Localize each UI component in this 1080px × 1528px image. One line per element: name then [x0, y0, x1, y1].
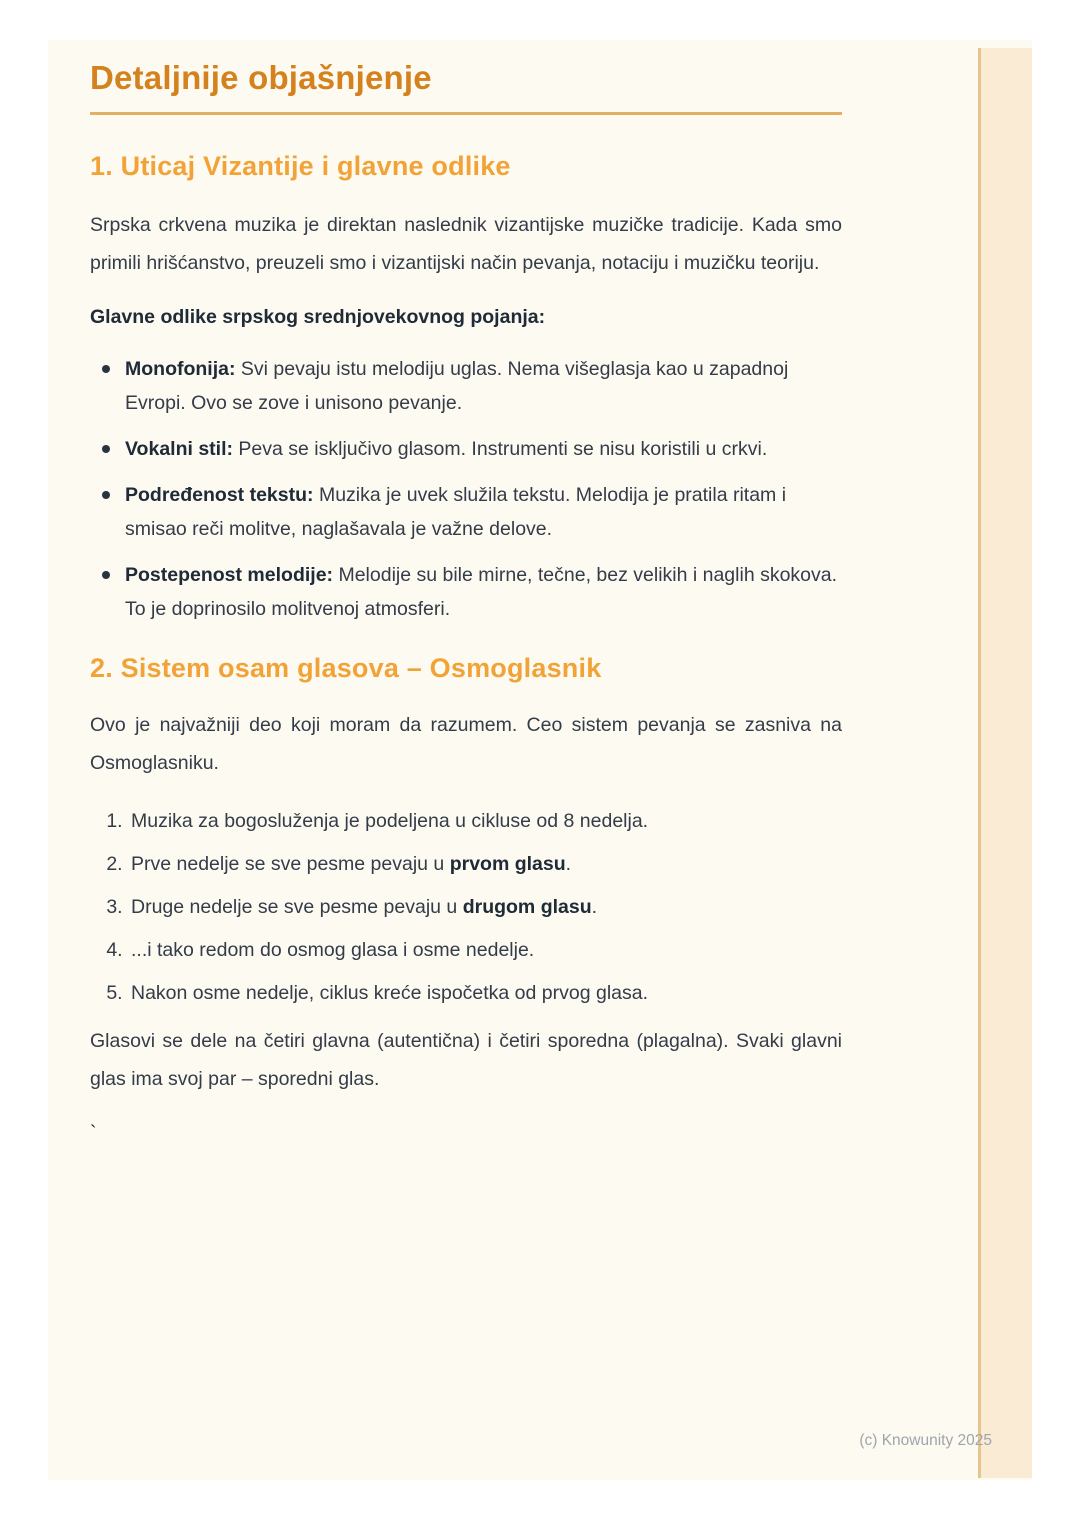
- page-title: Detaljnije objašnjenje: [90, 59, 432, 96]
- list-term: Postepenost melodije:: [125, 564, 339, 586]
- cycle-text: Nakon osme nedelje, ciklus kreće ispočetka od prvog glasa.: [131, 982, 649, 1004]
- right-accent-bar: [978, 48, 1032, 1478]
- list-text: Peva se isključivo glasom. Instrumenti se nisu koristili u crkvi.: [238, 438, 768, 460]
- document-content: [90, 58, 842, 1152]
- list-term: Podređenost tekstu:: [125, 484, 319, 506]
- cycle-list: [90, 802, 842, 1012]
- list-item-monofonija: [125, 352, 842, 420]
- cycle-item-5: [128, 974, 842, 1012]
- list-item-postepenost-melodije: [125, 558, 842, 626]
- cycle-item-4: [128, 931, 842, 969]
- section-1-subheading: Glavne odlike srpskog srednjovekovnog pojanja:: [90, 306, 546, 328]
- cycle-text: Druge nedelje se sve pesme pevaju u: [131, 896, 463, 918]
- stray-backtick: `: [90, 1122, 97, 1144]
- list-item-podredjenost-tekstu: [125, 478, 842, 546]
- list-text: Melodije su bile mirne, tečne, bez velikih i naglih skokova. To je doprinosilo molitvenoj atmosferi.: [125, 564, 838, 620]
- document-panel: [48, 40, 1032, 1480]
- section-2-outro: Glasovi se dele na četiri glavna (autentična) i četiri sporedna (plagalna). Svaki glavni glas ima svoj par – sporedni glas.: [90, 1030, 842, 1090]
- cycle-item-2: [128, 845, 842, 883]
- cycle-text: Muzika za bogosluženja je podeljena u cikluse od 8 nedelja.: [131, 810, 649, 832]
- list-text: Svi pevaju istu melodiju uglas. Nema višeglasja kao u zapadnoj Evropi. Ovo se zove i unisono pevanje.: [125, 358, 789, 414]
- cycle-bold: prvom glasu: [449, 853, 566, 875]
- copyright-note: (c) Knowunity 2025: [859, 1432, 992, 1449]
- cycle-text: .: [591, 896, 598, 918]
- cycle-bold: drugom glasu: [462, 896, 592, 918]
- list-term: Monofonija:: [125, 358, 241, 380]
- section-1-intro: Srpska crkvena muzika je direktan naslednik vizantijske muzičke tradicije. Kada smo primili hrišćanstvo, preuzeli smo i vizantijski način pevanja, notaciju i muzičku teoriju.: [90, 214, 842, 274]
- cycle-item-1: [128, 802, 842, 840]
- section-1-heading: 1. Uticaj Vizantije i glavne odlike: [90, 151, 511, 181]
- features-list: [90, 352, 842, 626]
- list-term: Vokalni stil:: [125, 438, 239, 460]
- section-2-intro: Ovo je najvažniji deo koji moram da razumem. Ceo sistem pevanja se zasniva na Osmoglasniku.: [90, 714, 842, 774]
- list-text: Muzika je uvek služila tekstu. Melodija je pratila ritam i smisao reči molitve, naglašavala je važne delove.: [125, 484, 787, 540]
- title-divider: [90, 112, 842, 115]
- cycle-text: .: [565, 853, 572, 875]
- cycle-item-3: [128, 888, 842, 926]
- list-item-vokalni-stil: [125, 432, 842, 466]
- cycle-text: Prve nedelje se sve pesme pevaju u: [131, 853, 450, 875]
- cycle-text: ...i tako redom do osmog glasa i osme nedelje.: [131, 939, 535, 961]
- section-2-heading: 2. Sistem osam glasova – Osmoglasnik: [90, 653, 602, 683]
